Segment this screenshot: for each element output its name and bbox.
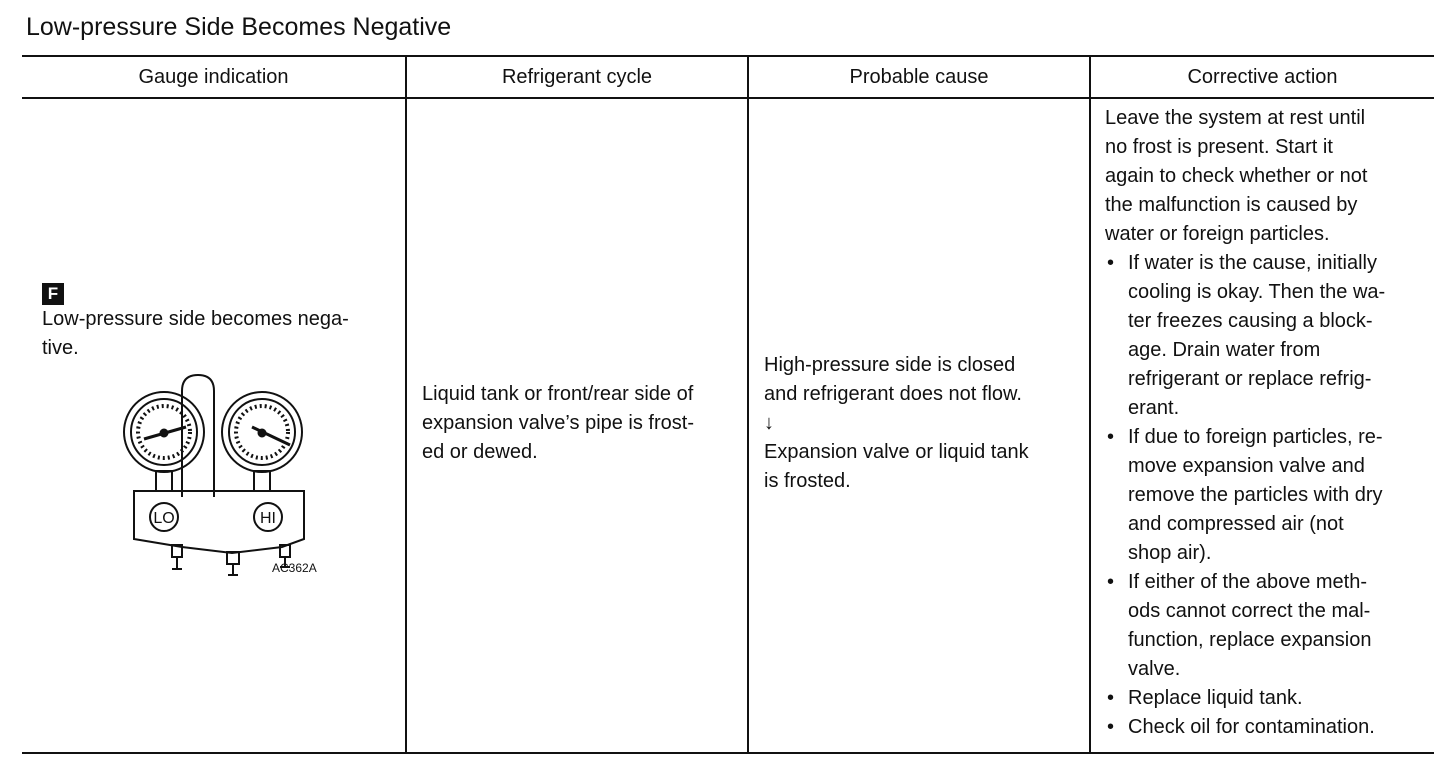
corrective-line: refrigerant or replace refrig-	[1128, 368, 1372, 390]
hi-gauge-stem	[254, 471, 270, 491]
refrigerant-cycle-line: Liquid tank or front/rear side of	[422, 383, 694, 405]
corrective-line: • Replace liquid tank.	[1128, 687, 1303, 709]
lo-gauge-hub	[161, 430, 167, 436]
hi-gauge-needle	[252, 427, 290, 445]
header-rule	[22, 97, 1434, 99]
corrective-line: ter freezes causing a block-	[1128, 310, 1373, 332]
manifold-gauge-illustration	[122, 369, 352, 589]
lo-port-label: LO	[153, 510, 175, 527]
gauge-indication-cell	[42, 279, 402, 363]
refrigerant-cycle-line: ed or dewed.	[422, 441, 538, 463]
hi-port-label: HI	[260, 510, 276, 527]
corrective-line: and compressed air (not	[1128, 513, 1344, 535]
corrective-line: cooling is okay. Then the wa-	[1128, 281, 1386, 303]
corrective-line: • Check oil for contamination.	[1128, 716, 1375, 738]
column-divider	[747, 55, 749, 754]
header-probable-cause: Probable cause	[849, 66, 989, 88]
corrective-intro	[1105, 104, 1433, 249]
corrective-bullet-list	[1105, 249, 1433, 742]
hi-gauge-hub	[259, 430, 265, 436]
header-refrigerant-cycle: Refrigerant cycle	[501, 66, 653, 88]
corrective-line: function, replace expansion	[1128, 629, 1372, 651]
gauge-indication-line: Low-pressure side becomes nega-	[42, 308, 349, 330]
flow-arrow: ↓	[764, 412, 774, 434]
corrective-line: move expansion valve and	[1128, 455, 1365, 477]
lo-gauge-stem	[156, 471, 172, 491]
corrective-line: water or foreign particles.	[1105, 223, 1330, 245]
header-corrective-action: Corrective action	[1187, 66, 1338, 88]
gauge-indication-line: tive.	[42, 337, 79, 359]
corrective-line: • If either of the above meth-	[1128, 571, 1368, 593]
corrective-line: Leave the system at rest until	[1105, 107, 1366, 129]
corrective-line: ods cannot correct the mal-	[1128, 600, 1371, 622]
column-divider	[1089, 55, 1091, 754]
probable-cause-cell	[764, 351, 1089, 496]
corrective-line: the malfunction is caused by	[1105, 194, 1358, 216]
table-bottom-rule	[22, 752, 1434, 754]
list-item	[1105, 423, 1433, 568]
gauge-hose	[182, 375, 214, 497]
figure-id: AC362A	[272, 561, 317, 575]
refrigerant-cycle-cell	[422, 380, 747, 467]
corrective-line: • If water is the cause, initially	[1128, 252, 1377, 274]
list-item	[1105, 568, 1433, 684]
probable-cause-line: and refrigerant does not flow.	[764, 383, 1022, 405]
pattern-badge: F	[42, 283, 64, 305]
probable-cause-line: Expansion valve or liquid tank	[764, 441, 1029, 463]
refrigerant-cycle-line: expansion valve’s pipe is frost-	[422, 412, 694, 434]
corrective-line: erant.	[1128, 397, 1180, 419]
list-item	[1105, 713, 1433, 742]
corrective-line: remove the particles with dry	[1128, 484, 1383, 506]
probable-cause-line: is frosted.	[764, 470, 851, 492]
fitting	[172, 557, 182, 569]
corrective-line: no frost is present. Start it	[1105, 136, 1333, 158]
fitting	[228, 564, 238, 575]
corrective-line: age. Drain water from	[1128, 339, 1321, 361]
corrective-line: • If due to foreign particles, re-	[1128, 426, 1383, 448]
header-gauge-indication: Gauge indication	[138, 66, 289, 88]
corrective-line: shop air).	[1128, 542, 1212, 564]
list-item	[1105, 249, 1433, 423]
diagnosis-table	[22, 55, 1434, 754]
column-divider	[405, 55, 407, 754]
corrective-line: again to check whether or not	[1105, 165, 1368, 187]
probable-cause-line: High-pressure side is closed	[764, 354, 1016, 376]
corrective-action-cell	[1105, 104, 1433, 742]
corrective-line: valve.	[1128, 658, 1181, 680]
page-title: Low-pressure Side Becomes Negative	[26, 13, 452, 41]
list-item	[1105, 684, 1433, 713]
